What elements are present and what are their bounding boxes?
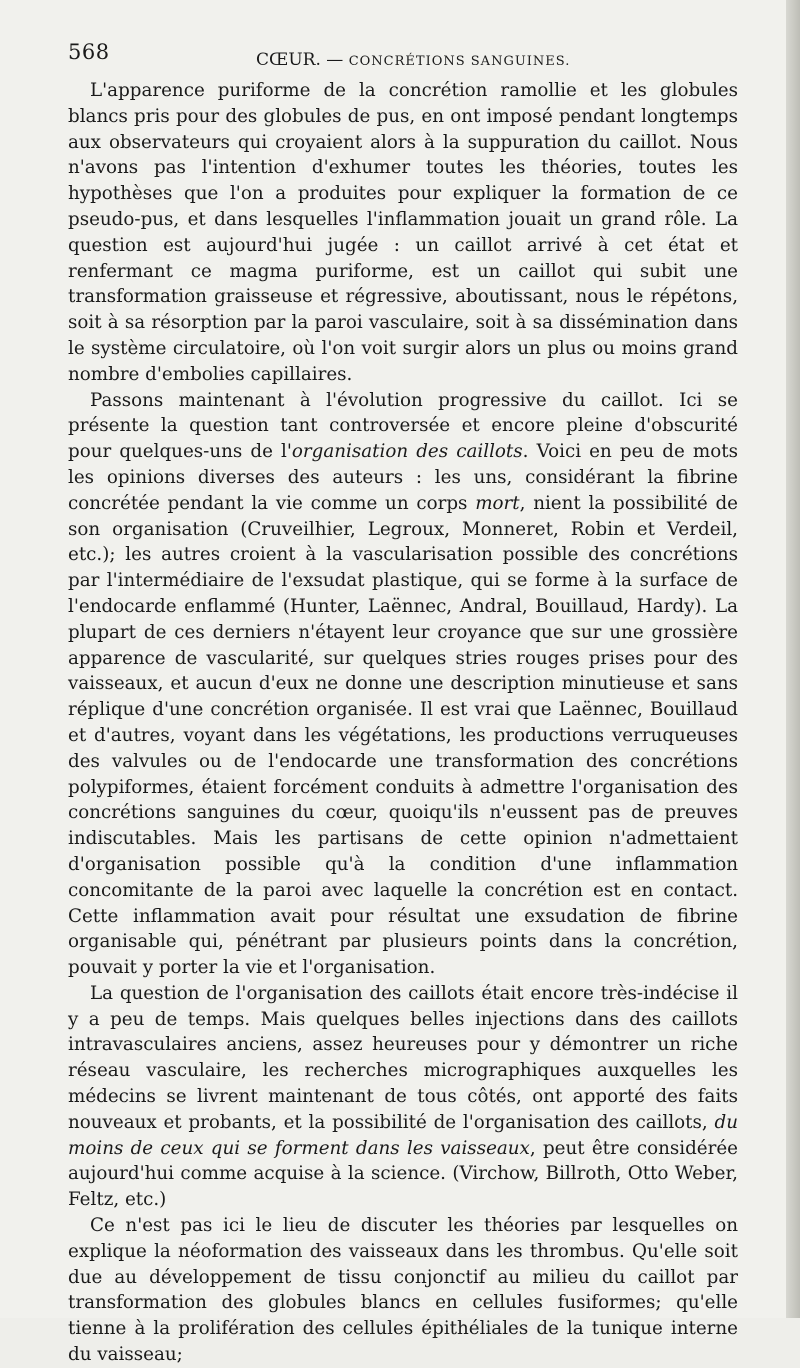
running-head-subtitle: CONCRÉTIONS SANGUINES. [348, 54, 571, 69]
page-number: 568 [68, 40, 110, 64]
text-run: , peut être considérée aujourd'hui comme acquise à la science. (Virchow, Billroth, Otto Weber, Feltz, etc.) [68, 1137, 738, 1211]
text-run: Passons maintenant à l'évolution progressive du caillot. Ici se présente la question tant controversée et encore pleine d'obscurité pour quelques-uns de l' [68, 389, 738, 463]
running-head [256, 50, 570, 70]
text-run: L'apparence puriforme de la concrétion ramollie et les globules blancs pris pour des globules de pus, en ont imposé pendant longtemps aux observateurs qui croyaient alors à la suppuration du caillot. Nous n'avons pas l'intention d'exhumer toutes les théories, toutes les hypothèses que l'on a produites pour expliquer la formation de ce pseudo-pus, et dans lesquelles l'inflammation jouait un grand rôle. La question est aujourd'hui jugée : un caillot arrivé à cet état et renfermant ce magma puriforme, est un caillot qui subit une transformation graisseuse et régressive, aboutissant, nous le répétons, soit à sa résorption par la paroi vasculaire, soit à sa dissémination dans le système circulatoire, où l'on voit surgir alors un plus ou moins grand nombre d'embolies capillaires. [68, 80, 738, 385]
text-run: La question de l'organisation des caillots était encore très-indécise il y a peu de temps. Mais quelques belles injections dans des caillots intravasculaires anciens, assez heureuses pour y démontrer un riche réseau vasculaire, les recherches micrographiques auxquelles les médecins se livrent maintenant de tous côtés, ont apporté des faits nouveaux et probants, et la possibilité de l'organisation des caillots, [68, 982, 738, 1133]
paragraph [68, 388, 738, 981]
text-run: . Voici en peu de mots les opinions diverses des auteurs : les uns, considérant la fibrine concrétée pendant la vie comme un corps [68, 441, 738, 514]
italic-text: du moins de ceux qui se forment dans les vaisseaux [68, 1111, 738, 1159]
text-run: , nient la possibilité de son organisation (Cruveilhier, Legroux, Monneret, Robin et Verdeil, etc.); les autres croient à la vascularisation possible des concrétions par l'intermédiaire de l'exsudat plastique, qui se forme à la surface de l'endocarde enflammé (Hunter, Laënnec, Andral, Bouillaud, Hardy). La plupart de ces derniers n'étayent leur croyance que sur une grossière apparence de vascularité, sur quelques stries rouges prises pour des vaisseaux, et aucun d'eux ne donne une description minutieuse et sans réplique d'une concrétion organisée. Il est vrai que Laënnec, Bouillaud et d'autres, voyant dans les végétations, les productions verruqueuses des valvules ou de l'endocarde une transformation des concrétions polypiformes, étaient forcément conduits à admettre l'organisation des concrétions sanguines du cœur, quoiqu'ils n'eussent pas de preuves indiscutables. Mais les partisans de cette opinion n'admettaient d'organisation possible qu'à la condition d'une inflammation concomitante de la paroi avec laquelle la concrétion est en contact. Cette inflammation avait pour résultat une exsudation de fibrine organisable qui, pénétrant par plusieurs points dans la concrétion, pouvait y porter la vie et l'organisation. [68, 492, 739, 979]
paragraph [68, 981, 738, 1213]
running-head-separator: — [326, 50, 344, 70]
page-header [68, 40, 738, 80]
paragraph [68, 78, 738, 388]
page-binding-shadow [786, 0, 800, 1318]
italic-text: mort [475, 492, 520, 514]
page-body [68, 78, 738, 1368]
paragraph [68, 1213, 738, 1368]
running-head-title: CŒUR. [256, 50, 321, 70]
italic-text: organisation des caillots [291, 441, 523, 463]
text-run: Ce n'est pas ici le lieu de discuter les théories par lesquelles on explique la néoformation des vaisseaux dans les thrombus. Qu'elle soit due au développement de tissu conjonctif au milieu du caillot par transformation des globules blancs en cellules fusiformes; qu'elle tienne à la prolifération des cellules épithéliales de la tunique interne du vaisseau; [68, 1215, 738, 1366]
